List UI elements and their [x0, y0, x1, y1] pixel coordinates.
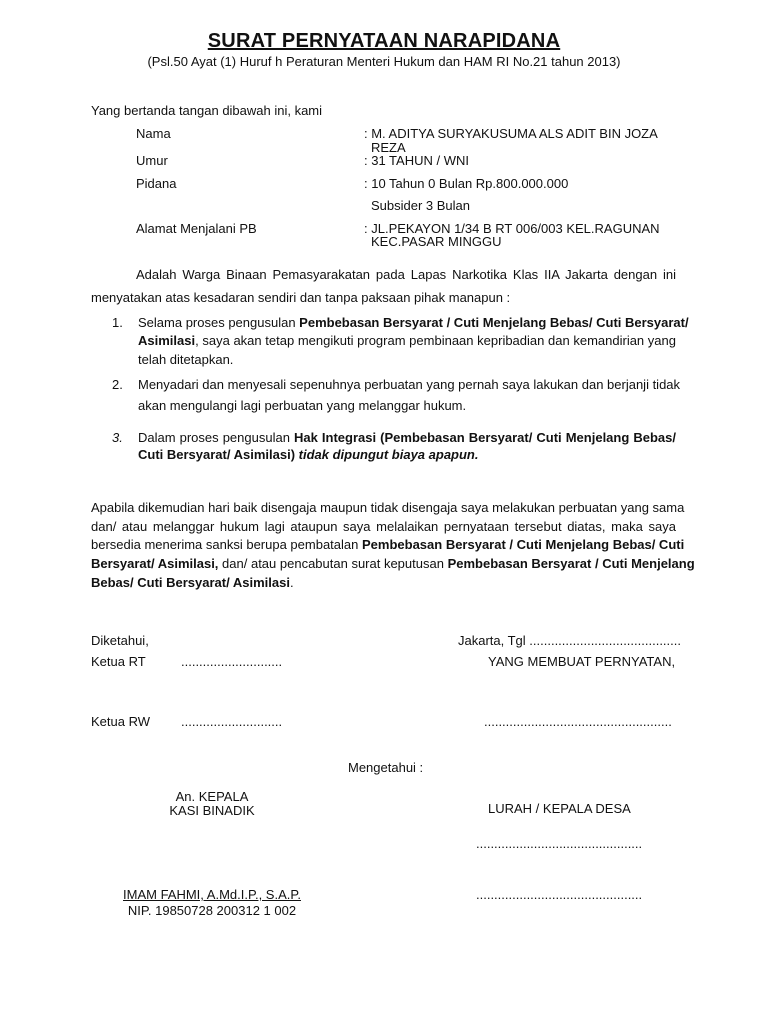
document-title: SURAT PERNYATAAN NARAPIDANA: [207, 30, 561, 52]
alamat-value-continued: KEC.PASAR MINGGU: [371, 234, 502, 249]
item-1-line-3: telah ditetapkan.: [138, 352, 234, 367]
item-3-line-1: [138, 430, 676, 445]
item-1-text-2: , saya akan tetap mengikuti program pembinaan kepribadian dan kemandirian yang: [195, 333, 676, 348]
item-1-text: Selama proses pengusulan: [138, 315, 300, 330]
ketua-rt-signature-line: ............................: [181, 654, 283, 669]
closing-line-3: [91, 537, 685, 552]
lurah-signature-line-2: ..............................................: [476, 887, 643, 902]
yang-membuat-label: YANG MEMBUAT PERNYATAN,: [488, 654, 676, 669]
ketua-rw-signature-line: ............................: [181, 714, 283, 729]
item-2-line-1: Menyadari dan menyesali sepenuhnya perbuatan yang pernah saya lakukan dan berjanji tidak: [138, 377, 681, 392]
place-date: Jakarta, Tgl ..........................................: [458, 633, 681, 648]
pidana-subsider: Subsider 3 Bulan: [371, 198, 471, 213]
item-3-bold-italic: tidak dipungut biaya apapun.: [298, 447, 479, 462]
diketahui-label: Diketahui,: [91, 633, 149, 648]
closing-line-4: [91, 556, 695, 571]
item-1-line-2: [138, 333, 676, 348]
intro-text: Yang bertanda tangan dibawah ini, kami: [91, 103, 323, 118]
kasi-binadik-label: KASI BINADIK: [169, 803, 255, 818]
umur-label: Umur: [136, 153, 168, 168]
closing-line-5: [91, 575, 294, 590]
ketua-rw-label: Ketua RW: [91, 714, 151, 729]
item-3-line-2: [138, 447, 478, 462]
item-1-line-1: [138, 315, 689, 330]
closing-text-3: bersedia menerima sanksi berupa pembatalan: [91, 537, 362, 552]
item-3-bold-2: Cuti Bersyarat/ Asimilasi): [138, 447, 299, 462]
closing-bold-4a: Bersyarat/ Asimilasi,: [91, 556, 219, 571]
pidana-value: : 10 Tahun 0 Bulan Rp.800.000.000: [364, 176, 569, 191]
lurah-signature-line-1: ..............................................: [476, 836, 643, 851]
item-2-number: 2.: [112, 377, 123, 392]
statement-line-2: menyatakan atas kesadaran sendiri dan tanpa paksaan pihak manapun :: [91, 290, 511, 305]
nama-value-continued: REZA: [371, 140, 406, 155]
pidana-label: Pidana: [136, 176, 177, 191]
alamat-label: Alamat Menjalani PB: [136, 221, 257, 236]
official-nip: NIP. 19850728 200312 1 002: [127, 903, 297, 918]
item-1-number: 1.: [112, 315, 123, 330]
item-2-line-2: akan mengulangi lagi perbuatan yang melanggar hukum.: [138, 398, 467, 413]
item-3-bold: Hak Integrasi (Pembebasan Bersyarat/ Cuti Menjelang Bebas/: [294, 430, 676, 445]
official-name: IMAM FAHMI, A.Md.I.P., S.A.P.: [123, 887, 301, 902]
closing-bold-5: Bebas/ Cuti Bersyarat/ Asimilasi: [91, 575, 290, 590]
lurah-label: LURAH / KEPALA DESA: [488, 801, 631, 816]
closing-period: .: [289, 575, 294, 590]
statement-line-1: Adalah Warga Binaan Pemasyarakatan pada Lapas Narkotika Klas IIA Jakarta dengan ini: [136, 267, 676, 282]
closing-line-1: Apabila dikemudian hari baik disengaja maupun tidak disengaja saya melakukan perbuatan yang sama: [91, 500, 685, 515]
item-3-number: 3.: [112, 430, 123, 445]
closing-text-4: dan/ atau pencabutan surat keputusan: [218, 556, 448, 571]
item-3-text: Dalam proses pengusulan: [138, 430, 294, 445]
item-1-bold: Pembebasan Bersyarat / Cuti Menjelang Bebas/ Cuti Bersyarat/: [299, 315, 689, 330]
pembuat-signature-line: ....................................................: [484, 714, 672, 729]
ketua-rt-label: Ketua RT: [91, 654, 146, 669]
mengetahui-label: Mengetahui :: [348, 760, 424, 775]
item-1-bold-2: Asimilasi: [138, 333, 196, 348]
umur-value: : 31 TAHUN / WNI: [364, 153, 469, 168]
nama-value: : M. ADITYA SURYAKUSUMA ALS ADIT BIN JOZA: [364, 126, 658, 141]
closing-bold-4c: Pembebasan Bersyarat / Cuti Menjelang: [447, 556, 695, 571]
nama-label: Nama: [136, 126, 171, 141]
document-subtitle: (Psl.50 Ayat (1) Huruf h Peraturan Menteri Hukum dan HAM RI No.21 tahun 2013): [147, 54, 621, 69]
closing-line-2: dan/ atau melanggar hukum lagi ataupun saya melalaikan pernyataan tersebut diatas, maka saya: [91, 519, 676, 534]
an-kepala-label: An. KEPALA: [175, 789, 249, 804]
closing-bold-3: Pembebasan Bersyarat / Cuti Menjelang Bebas/ Cuti: [362, 537, 685, 552]
alamat-value: : JL.PEKAYON 1/34 B RT 006/003 KEL.RAGUNAN: [364, 221, 660, 236]
